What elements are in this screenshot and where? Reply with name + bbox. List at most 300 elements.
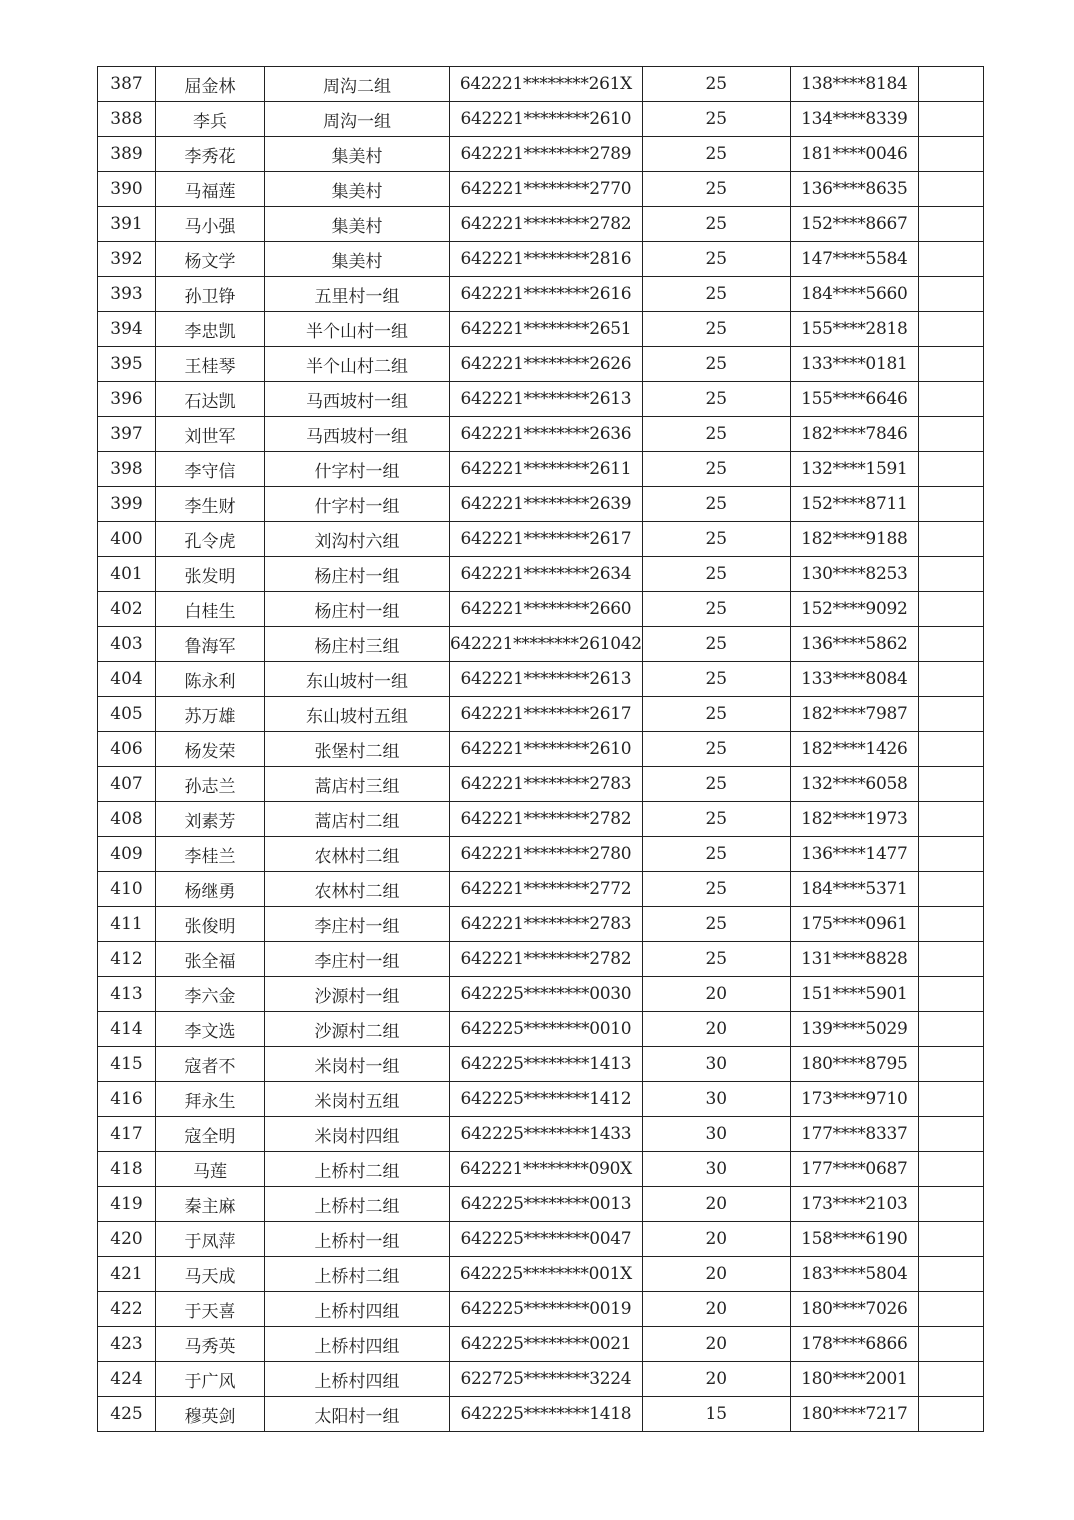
table-row (98, 312, 984, 347)
village-group: 上桥村二组 (265, 1152, 450, 1187)
person-name: 刘世军 (156, 417, 265, 452)
id-number: 642221********2613 (450, 662, 643, 697)
phone-number: 173****9710 (790, 1082, 918, 1117)
note-cell (918, 487, 983, 522)
note-cell (918, 102, 983, 137)
table-row (98, 977, 984, 1012)
person-name: 杨文学 (156, 242, 265, 277)
records-table (97, 66, 984, 1432)
amount: 25 (642, 942, 790, 977)
person-name: 马福莲 (156, 172, 265, 207)
note-cell (918, 1292, 983, 1327)
village-group: 蒿店村二组 (265, 802, 450, 837)
village-group: 上桥村四组 (265, 1327, 450, 1362)
row-number: 404 (98, 662, 156, 697)
id-number: 642221********2772 (450, 872, 643, 907)
person-name: 李秀花 (156, 137, 265, 172)
row-number: 425 (98, 1397, 156, 1432)
id-number: 642225********0021 (450, 1327, 643, 1362)
phone-number: 130****8253 (790, 557, 918, 592)
table-row (98, 242, 984, 277)
row-number: 407 (98, 767, 156, 802)
id-number: 642221********2770 (450, 172, 643, 207)
phone-number: 178****6866 (790, 1327, 918, 1362)
note-cell (918, 312, 983, 347)
id-number: 642221********2617 (450, 697, 643, 732)
person-name: 孙志兰 (156, 767, 265, 802)
table-row (98, 767, 984, 802)
table-row (98, 732, 984, 767)
phone-number: 151****5901 (790, 977, 918, 1012)
row-number: 419 (98, 1187, 156, 1222)
phone-number: 182****1973 (790, 802, 918, 837)
row-number: 401 (98, 557, 156, 592)
phone-number: 155****6646 (790, 382, 918, 417)
village-group: 米岗村一组 (265, 1047, 450, 1082)
note-cell (918, 1257, 983, 1292)
person-name: 寇者不 (156, 1047, 265, 1082)
amount: 20 (642, 1257, 790, 1292)
amount: 25 (642, 557, 790, 592)
row-number: 392 (98, 242, 156, 277)
person-name: 马秀英 (156, 1327, 265, 1362)
village-group: 李庄村一组 (265, 942, 450, 977)
row-number: 390 (98, 172, 156, 207)
amount: 25 (642, 837, 790, 872)
person-name: 苏万雄 (156, 697, 265, 732)
phone-number: 152****8711 (790, 487, 918, 522)
phone-number: 175****0961 (790, 907, 918, 942)
village-group: 蒿店村三组 (265, 767, 450, 802)
row-number: 409 (98, 837, 156, 872)
row-number: 397 (98, 417, 156, 452)
table-row (98, 417, 984, 452)
id-number: 642225********1413 (450, 1047, 643, 1082)
table-row (98, 907, 984, 942)
person-name: 张俊明 (156, 907, 265, 942)
table-row (98, 872, 984, 907)
phone-number: 182****7846 (790, 417, 918, 452)
village-group: 半个山村一组 (265, 312, 450, 347)
id-number: 642221********2651 (450, 312, 643, 347)
village-group: 杨庄村一组 (265, 592, 450, 627)
village-group: 东山坡村一组 (265, 662, 450, 697)
note-cell (918, 522, 983, 557)
table-row (98, 382, 984, 417)
village-group: 李庄村一组 (265, 907, 450, 942)
person-name: 穆英剑 (156, 1397, 265, 1432)
person-name: 杨继勇 (156, 872, 265, 907)
row-number: 412 (98, 942, 156, 977)
amount: 25 (642, 172, 790, 207)
row-number: 408 (98, 802, 156, 837)
village-group: 张堡村二组 (265, 732, 450, 767)
row-number: 422 (98, 1292, 156, 1327)
amount: 25 (642, 382, 790, 417)
note-cell (918, 627, 983, 662)
row-number: 410 (98, 872, 156, 907)
amount: 25 (642, 732, 790, 767)
id-number: 642221********2782 (450, 207, 643, 242)
person-name: 王桂琴 (156, 347, 265, 382)
id-number: 642225********0047 (450, 1222, 643, 1257)
note-cell (918, 592, 983, 627)
note-cell (918, 347, 983, 382)
amount: 20 (642, 1222, 790, 1257)
id-number: 622725********3224 (450, 1362, 643, 1397)
phone-number: 180****7026 (790, 1292, 918, 1327)
records-table-body (98, 67, 984, 1432)
note-cell (918, 1012, 983, 1047)
person-name: 张发明 (156, 557, 265, 592)
id-number: 642221********2783 (450, 907, 643, 942)
id-number: 642221********090X (450, 1152, 643, 1187)
person-name: 李文选 (156, 1012, 265, 1047)
amount: 25 (642, 662, 790, 697)
village-group: 集美村 (265, 242, 450, 277)
table-row (98, 627, 984, 662)
amount: 20 (642, 1327, 790, 1362)
person-name: 拜永生 (156, 1082, 265, 1117)
table-row (98, 172, 984, 207)
id-number: 642225********0019 (450, 1292, 643, 1327)
amount: 25 (642, 452, 790, 487)
amount: 25 (642, 522, 790, 557)
person-name: 寇全明 (156, 1117, 265, 1152)
phone-number: 182****9188 (790, 522, 918, 557)
row-number: 415 (98, 1047, 156, 1082)
village-group: 刘沟村六组 (265, 522, 450, 557)
table-row (98, 662, 984, 697)
village-group: 什字村一组 (265, 452, 450, 487)
amount: 20 (642, 1187, 790, 1222)
person-name: 孙卫铮 (156, 277, 265, 312)
phone-number: 158****6190 (790, 1222, 918, 1257)
amount: 25 (642, 627, 790, 662)
village-group: 集美村 (265, 207, 450, 242)
village-group: 农林村二组 (265, 872, 450, 907)
amount: 25 (642, 312, 790, 347)
id-number: 642221********2613 (450, 382, 643, 417)
row-number: 387 (98, 67, 156, 102)
village-group: 沙源村二组 (265, 1012, 450, 1047)
village-group: 上桥村二组 (265, 1187, 450, 1222)
person-name: 于凤萍 (156, 1222, 265, 1257)
row-number: 394 (98, 312, 156, 347)
table-row (98, 697, 984, 732)
id-number: 642225********1433 (450, 1117, 643, 1152)
person-name: 鲁海军 (156, 627, 265, 662)
note-cell (918, 942, 983, 977)
id-number: 642221********261X (450, 67, 643, 102)
id-number: 642221********2639 (450, 487, 643, 522)
amount: 25 (642, 277, 790, 312)
person-name: 李兵 (156, 102, 265, 137)
table-row (98, 347, 984, 382)
amount: 25 (642, 592, 790, 627)
note-cell (918, 837, 983, 872)
note-cell (918, 1327, 983, 1362)
row-number: 402 (98, 592, 156, 627)
id-number: 642221********2634 (450, 557, 643, 592)
id-number: 642221********2783 (450, 767, 643, 802)
row-number: 411 (98, 907, 156, 942)
note-cell (918, 1222, 983, 1257)
amount: 30 (642, 1047, 790, 1082)
village-group: 米岗村五组 (265, 1082, 450, 1117)
id-number: 642225********0013 (450, 1187, 643, 1222)
village-group: 米岗村四组 (265, 1117, 450, 1152)
note-cell (918, 697, 983, 732)
phone-number: 134****8339 (790, 102, 918, 137)
table-row (98, 1082, 984, 1117)
id-number: 642221********2636 (450, 417, 643, 452)
table-row (98, 1047, 984, 1082)
id-number: 642221********2610 (450, 102, 643, 137)
amount: 20 (642, 1292, 790, 1327)
row-number: 405 (98, 697, 156, 732)
table-row (98, 1222, 984, 1257)
amount: 25 (642, 137, 790, 172)
village-group: 周沟二组 (265, 67, 450, 102)
amount: 20 (642, 1362, 790, 1397)
note-cell (918, 732, 983, 767)
village-group: 集美村 (265, 137, 450, 172)
id-number: 642221********2616 (450, 277, 643, 312)
table-row (98, 137, 984, 172)
amount: 25 (642, 67, 790, 102)
person-name: 于天喜 (156, 1292, 265, 1327)
person-name: 李桂兰 (156, 837, 265, 872)
amount: 25 (642, 872, 790, 907)
village-group: 农林村二组 (265, 837, 450, 872)
note-cell (918, 1047, 983, 1082)
table-row (98, 522, 984, 557)
phone-number: 177****8337 (790, 1117, 918, 1152)
phone-number: 133****0181 (790, 347, 918, 382)
table-row (98, 1012, 984, 1047)
phone-number: 136****5862 (790, 627, 918, 662)
note-cell (918, 207, 983, 242)
row-number: 396 (98, 382, 156, 417)
note-cell (918, 907, 983, 942)
phone-number: 152****9092 (790, 592, 918, 627)
table-row (98, 1187, 984, 1222)
village-group: 五里村一组 (265, 277, 450, 312)
table-row (98, 102, 984, 137)
row-number: 398 (98, 452, 156, 487)
id-number: 642221********261042 (450, 627, 643, 662)
row-number: 416 (98, 1082, 156, 1117)
note-cell (918, 802, 983, 837)
amount: 30 (642, 1152, 790, 1187)
person-name: 于广风 (156, 1362, 265, 1397)
id-number: 642221********2816 (450, 242, 643, 277)
phone-number: 155****2818 (790, 312, 918, 347)
village-group: 上桥村一组 (265, 1222, 450, 1257)
note-cell (918, 137, 983, 172)
row-number: 395 (98, 347, 156, 382)
note-cell (918, 1397, 983, 1432)
note-cell (918, 1152, 983, 1187)
phone-number: 133****8084 (790, 662, 918, 697)
amount: 15 (642, 1397, 790, 1432)
amount: 30 (642, 1082, 790, 1117)
note-cell (918, 662, 983, 697)
phone-number: 180****8795 (790, 1047, 918, 1082)
note-cell (918, 1187, 983, 1222)
amount: 25 (642, 242, 790, 277)
amount: 25 (642, 767, 790, 802)
phone-number: 180****7217 (790, 1397, 918, 1432)
phone-number: 136****8635 (790, 172, 918, 207)
phone-number: 182****7987 (790, 697, 918, 732)
phone-number: 132****6058 (790, 767, 918, 802)
village-group: 马西坡村一组 (265, 417, 450, 452)
table-row (98, 1397, 984, 1432)
id-number: 642225********001X (450, 1257, 643, 1292)
row-number: 413 (98, 977, 156, 1012)
amount: 25 (642, 487, 790, 522)
person-name: 李忠凯 (156, 312, 265, 347)
note-cell (918, 557, 983, 592)
person-name: 李守信 (156, 452, 265, 487)
id-number: 642221********2789 (450, 137, 643, 172)
row-number: 414 (98, 1012, 156, 1047)
phone-number: 136****1477 (790, 837, 918, 872)
row-number: 406 (98, 732, 156, 767)
table-row (98, 1257, 984, 1292)
table-row (98, 837, 984, 872)
village-group: 上桥村四组 (265, 1292, 450, 1327)
village-group: 马西坡村一组 (265, 382, 450, 417)
village-group: 上桥村二组 (265, 1257, 450, 1292)
phone-number: 180****2001 (790, 1362, 918, 1397)
row-number: 421 (98, 1257, 156, 1292)
person-name: 马天成 (156, 1257, 265, 1292)
person-name: 屈金林 (156, 67, 265, 102)
id-number: 642221********2610 (450, 732, 643, 767)
note-cell (918, 242, 983, 277)
phone-number: 138****8184 (790, 67, 918, 102)
amount: 25 (642, 697, 790, 732)
phone-number: 182****1426 (790, 732, 918, 767)
phone-number: 131****8828 (790, 942, 918, 977)
id-number: 642225********0030 (450, 977, 643, 1012)
phone-number: 147****5584 (790, 242, 918, 277)
row-number: 399 (98, 487, 156, 522)
person-name: 石达凯 (156, 382, 265, 417)
table-row (98, 802, 984, 837)
amount: 25 (642, 417, 790, 452)
table-row (98, 1362, 984, 1397)
table-row (98, 487, 984, 522)
amount: 20 (642, 1012, 790, 1047)
village-group: 杨庄村一组 (265, 557, 450, 592)
phone-number: 173****2103 (790, 1187, 918, 1222)
amount: 20 (642, 977, 790, 1012)
village-group: 周沟一组 (265, 102, 450, 137)
row-number: 424 (98, 1362, 156, 1397)
row-number: 388 (98, 102, 156, 137)
amount: 25 (642, 102, 790, 137)
table-row (98, 1152, 984, 1187)
person-name: 白桂生 (156, 592, 265, 627)
row-number: 423 (98, 1327, 156, 1362)
note-cell (918, 977, 983, 1012)
person-name: 陈永利 (156, 662, 265, 697)
village-group: 上桥村四组 (265, 1362, 450, 1397)
table-row (98, 557, 984, 592)
row-number: 418 (98, 1152, 156, 1187)
note-cell (918, 417, 983, 452)
note-cell (918, 277, 983, 312)
table-row (98, 67, 984, 102)
note-cell (918, 382, 983, 417)
id-number: 642225********1418 (450, 1397, 643, 1432)
id-number: 642221********2660 (450, 592, 643, 627)
person-name: 秦主麻 (156, 1187, 265, 1222)
table-row (98, 452, 984, 487)
amount: 30 (642, 1117, 790, 1152)
note-cell (918, 1082, 983, 1117)
note-cell (918, 67, 983, 102)
table-row (98, 207, 984, 242)
id-number: 642225********1412 (450, 1082, 643, 1117)
phone-number: 152****8667 (790, 207, 918, 242)
village-group: 杨庄村三组 (265, 627, 450, 662)
row-number: 400 (98, 522, 156, 557)
id-number: 642221********2780 (450, 837, 643, 872)
note-cell (918, 172, 983, 207)
id-number: 642221********2617 (450, 522, 643, 557)
phone-number: 183****5804 (790, 1257, 918, 1292)
village-group: 东山坡村五组 (265, 697, 450, 732)
village-group: 集美村 (265, 172, 450, 207)
table-row (98, 277, 984, 312)
person-name: 李生财 (156, 487, 265, 522)
row-number: 389 (98, 137, 156, 172)
phone-number: 184****5371 (790, 872, 918, 907)
person-name: 刘素芳 (156, 802, 265, 837)
id-number: 642221********2782 (450, 802, 643, 837)
village-group: 太阳村一组 (265, 1397, 450, 1432)
amount: 25 (642, 207, 790, 242)
person-name: 张全福 (156, 942, 265, 977)
id-number: 642221********2782 (450, 942, 643, 977)
note-cell (918, 767, 983, 802)
amount: 25 (642, 347, 790, 382)
person-name: 孔令虎 (156, 522, 265, 557)
table-row (98, 942, 984, 977)
village-group: 沙源村一组 (265, 977, 450, 1012)
person-name: 李六金 (156, 977, 265, 1012)
person-name: 马小强 (156, 207, 265, 242)
note-cell (918, 872, 983, 907)
row-number: 403 (98, 627, 156, 662)
table-row (98, 592, 984, 627)
row-number: 417 (98, 1117, 156, 1152)
phone-number: 184****5660 (790, 277, 918, 312)
phone-number: 181****0046 (790, 137, 918, 172)
row-number: 393 (98, 277, 156, 312)
id-number: 642221********2626 (450, 347, 643, 382)
village-group: 半个山村二组 (265, 347, 450, 382)
row-number: 391 (98, 207, 156, 242)
note-cell (918, 1117, 983, 1152)
phone-number: 177****0687 (790, 1152, 918, 1187)
person-name: 马莲 (156, 1152, 265, 1187)
